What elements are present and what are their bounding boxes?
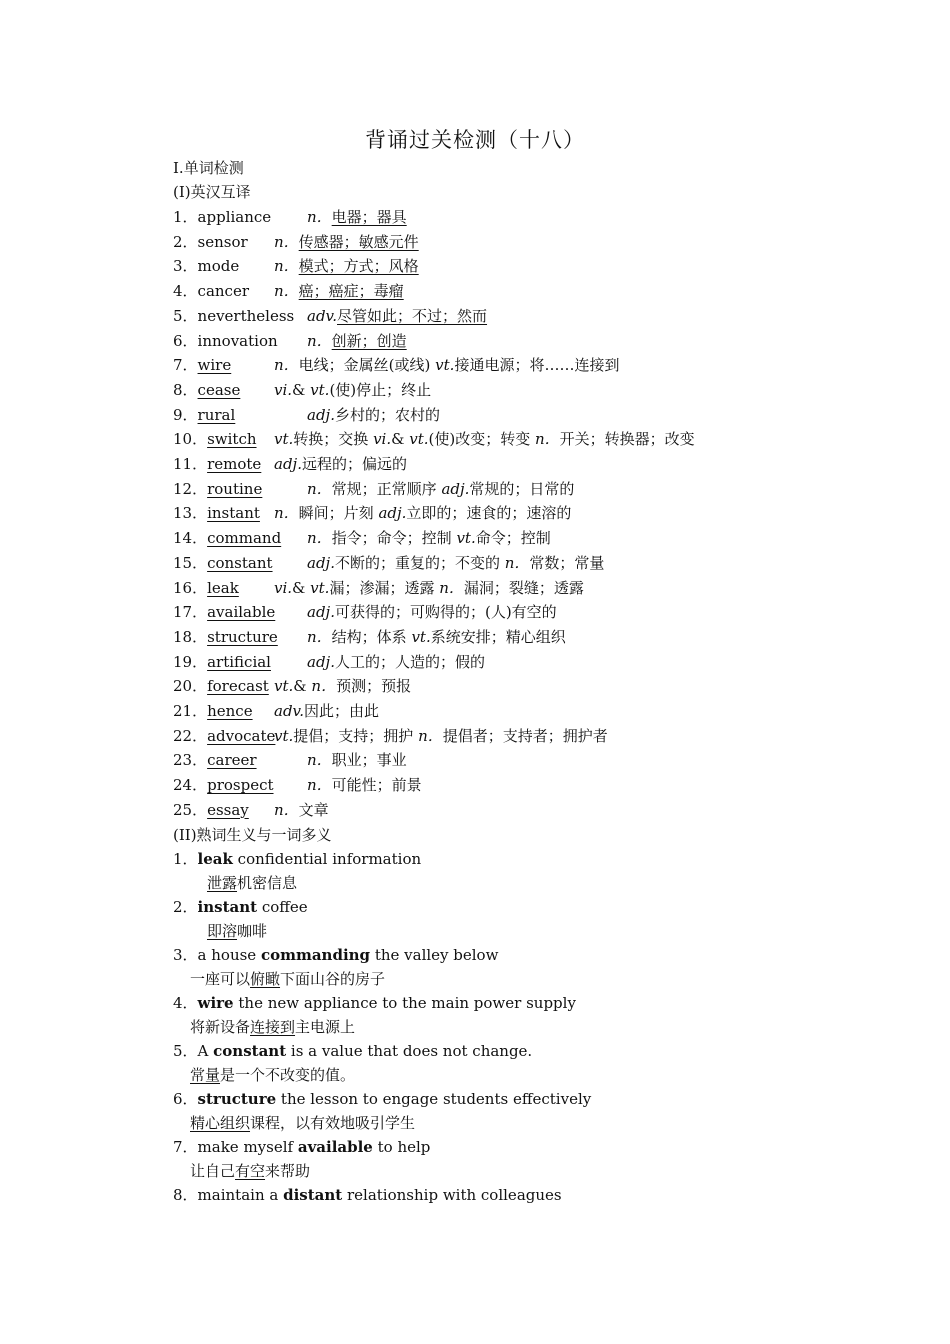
part-of-speech: n． [274, 232, 299, 251]
answer-blank: 连接到 [250, 1018, 296, 1036]
translation-text: 是一个不改变的值。 [220, 1066, 356, 1084]
part-of-speech: vt. [310, 578, 330, 597]
definition-text: 接通电源；将……连接到 [454, 356, 620, 375]
part-of-speech: n． [274, 356, 299, 375]
subsection-heading-1: (I)英汉互译 [173, 183, 251, 201]
vocab-definition [307, 478, 574, 500]
phrase-translation [190, 968, 385, 990]
vocab-definition [274, 379, 431, 401]
vocab-word: switch [207, 430, 257, 449]
vocab-word: career [207, 751, 257, 770]
vocab-item [173, 379, 873, 401]
vocab-definition [274, 502, 571, 524]
answer-blank: 常量 [190, 1066, 221, 1084]
vocab-word: nevertheless [197, 306, 295, 325]
vocab-definition [307, 552, 604, 574]
definition-text: 漏；渗漏；透露 [329, 578, 440, 597]
page-title: 背诵过关检测（十八） [365, 128, 585, 152]
vocab-word: mode [197, 257, 240, 276]
vocab-item [173, 354, 873, 376]
vocab-definition [307, 527, 551, 549]
phrase-text: make myself [197, 1138, 298, 1156]
vocab-item [173, 478, 873, 500]
phrase-number: 3． [173, 946, 198, 964]
phrase-english [173, 1040, 532, 1062]
phrase-number: 5． [173, 1042, 198, 1060]
part-of-speech: n． [307, 776, 332, 795]
vocab-item [173, 527, 873, 549]
vocab-item [173, 305, 873, 327]
vocab-definition [274, 675, 411, 697]
part-of-speech: n． [418, 726, 443, 745]
definition-text: & [292, 380, 311, 399]
vocab-number: 19． [173, 652, 208, 671]
definition-text: 职业；事业 [331, 751, 407, 770]
vocab-item [173, 330, 873, 352]
translation-text: 让自己 [190, 1162, 236, 1180]
vocab-number: 24． [173, 776, 208, 795]
definition-text: 传感器；敏感元件 [298, 232, 419, 251]
vocab-number: 18． [173, 627, 208, 646]
part-of-speech: n． [307, 208, 332, 226]
definition-text: 转换；交换 [293, 430, 374, 449]
vocab-word: hence [207, 702, 253, 720]
part-of-speech: vt. [435, 356, 455, 375]
definition-text: 乡村的；农村的 [334, 405, 440, 424]
definition-text: 尽管如此；不过；然而 [337, 306, 488, 325]
part-of-speech: vt. [310, 380, 330, 399]
definition-text: 常数；常量 [529, 553, 605, 572]
definition-text: 文章 [298, 800, 329, 819]
vocab-definition [274, 280, 404, 302]
vocab-number: 14． [173, 529, 208, 548]
key-word: leak [197, 850, 233, 868]
vocab-word: forecast [207, 677, 269, 696]
phrase-text: the lesson to engage students effectively [276, 1090, 592, 1108]
vocab-word: essay [207, 800, 249, 819]
part-of-speech: adj. [307, 553, 335, 572]
answer-blank: 精心组织 [190, 1114, 251, 1132]
translation-text: 一座可以 [190, 970, 251, 988]
part-of-speech: n． [274, 257, 299, 276]
definition-text: & [292, 578, 311, 597]
phrase-english [173, 992, 576, 1014]
vocab-number: 6． [173, 331, 198, 350]
phrase-number: 4． [173, 994, 198, 1012]
definition-text: 系统安排；精心组织 [430, 627, 566, 646]
vocab-item [173, 428, 873, 450]
key-word: available [297, 1138, 373, 1156]
phrase-english [173, 896, 308, 918]
phrase-translation [207, 920, 267, 942]
definition-text: 瞬间；片刻 [298, 504, 379, 523]
vocab-word: constant [207, 553, 273, 572]
vocab-word: rural [197, 405, 236, 424]
part-of-speech: n． [274, 504, 299, 523]
part-of-speech: n． [535, 430, 560, 449]
vocab-definition [307, 774, 422, 796]
phrase-number: 2． [173, 898, 198, 916]
vocab-number: 11． [173, 455, 208, 473]
part-of-speech: vt. [409, 430, 429, 449]
vocab-word: cancer [197, 282, 249, 301]
phrase-number: 6． [173, 1090, 198, 1108]
vocab-definition [307, 626, 566, 648]
vocab-item [173, 774, 873, 796]
definition-text: 远程的；偏远的 [301, 455, 407, 473]
part-of-speech: vt. [456, 529, 476, 548]
definition-text: 癌；癌症；毒瘤 [298, 282, 404, 301]
part-of-speech: vt. [411, 627, 431, 646]
phrase-english [173, 848, 421, 870]
vocab-definition [274, 577, 584, 599]
phrase-translation [190, 1160, 310, 1182]
definition-text: 指令；命令；控制 [331, 529, 457, 548]
answer-blank: 有空 [235, 1162, 266, 1180]
vocab-word: structure [207, 627, 278, 646]
vocab-item [173, 626, 873, 648]
definition-text: 常规；正常顺序 [331, 479, 442, 498]
phrase-text: coffee [257, 898, 308, 916]
vocab-item [173, 280, 873, 302]
key-word: commanding [260, 946, 371, 964]
definition-text: 人工的；人造的；假的 [334, 652, 485, 671]
vocab-definition [307, 749, 407, 771]
vocab-item [173, 502, 873, 524]
part-of-speech: n． [307, 751, 332, 770]
vocab-number: 16． [173, 578, 208, 597]
vocab-number: 25． [173, 800, 208, 819]
phrase-text: relationship with colleagues [342, 1186, 562, 1204]
vocab-number: 10． [173, 430, 208, 449]
translation-text: 主电源上 [295, 1018, 356, 1036]
vocab-item [173, 749, 873, 771]
vocab-word: advocate [207, 726, 276, 745]
phrase-number: 7． [173, 1138, 198, 1156]
part-of-speech: adj. [307, 405, 335, 424]
definition-text: 模式；方式；风格 [298, 257, 419, 276]
vocab-word: routine [207, 479, 263, 498]
part-of-speech: adj. [307, 652, 335, 671]
phrase-text: is a value that does not change. [286, 1042, 533, 1060]
vocab-definition [274, 725, 608, 747]
phrase-number: 1． [173, 850, 198, 868]
part-of-speech: n． [504, 553, 530, 572]
vocab-word: prospect [207, 776, 274, 795]
translation-text: 课程，以有效地吸引学生 [250, 1114, 416, 1132]
vocab-item [173, 725, 873, 747]
translation-text: 机密信息 [237, 874, 298, 892]
vocab-item [173, 675, 873, 697]
part-of-speech: adv. [274, 702, 305, 720]
vocab-item [173, 700, 873, 722]
definition-text: (使)改变；转变 [428, 430, 535, 449]
vocab-definition [307, 601, 557, 623]
definition-text: 因此；由此 [304, 702, 380, 720]
definition-text: (使)停止；终止 [329, 380, 432, 399]
part-of-speech: n． [311, 677, 337, 696]
part-of-speech: n． [274, 800, 299, 819]
phrase-text: the valley below [370, 946, 499, 964]
part-of-speech: vt. [274, 677, 294, 696]
definition-text: 结构；体系 [331, 627, 412, 646]
key-word: structure [197, 1090, 277, 1108]
translation-text: 将新设备 [190, 1018, 251, 1036]
definition-text: 可获得的；可购得的；(人)有空的 [334, 603, 557, 622]
vocab-number: 8． [173, 380, 198, 399]
vocab-number: 13． [173, 504, 208, 523]
part-of-speech: adj. [441, 479, 470, 498]
subsection-heading-2: (II)熟词生义与一词多义 [173, 825, 332, 844]
part-of-speech: adj. [378, 504, 407, 523]
definition-text: & [391, 430, 410, 449]
vocab-definition [274, 354, 619, 376]
definition-text: 漏洞；裂缝；透露 [463, 578, 584, 597]
vocab-definition [274, 700, 379, 722]
vocab-item [173, 799, 873, 821]
vocab-definition [307, 404, 440, 426]
vocab-number: 22． [173, 726, 208, 745]
vocab-definition [274, 453, 407, 475]
definition-text: 预测；预报 [336, 677, 412, 696]
vocab-number: 7． [173, 356, 198, 375]
definition-text: 不断的；重复的；不变的 [334, 553, 505, 572]
definition-text: 命令；控制 [475, 529, 551, 548]
vocab-definition [274, 255, 419, 277]
part-of-speech: n． [274, 282, 299, 301]
definition-text: 电器；器具 [331, 208, 407, 226]
vocab-word: artificial [207, 652, 271, 671]
part-of-speech: n． [439, 578, 464, 597]
vocab-definition [307, 651, 485, 673]
part-of-speech: vi. [274, 380, 293, 399]
phrase-english [173, 944, 498, 966]
vocab-number: 3． [173, 257, 198, 276]
section-heading: I.单词检测 [173, 159, 244, 177]
definition-text: 提倡；支持；拥护 [293, 726, 419, 745]
vocab-number: 4． [173, 282, 198, 301]
vocab-number: 23． [173, 751, 208, 770]
definition-text: 电线；金属丝(或线) [298, 356, 436, 375]
phrase-text: the new appliance to the main power supply [233, 994, 576, 1012]
part-of-speech: vi. [274, 578, 293, 597]
vocab-word: command [207, 529, 282, 548]
translation-text: 来帮助 [265, 1162, 311, 1180]
phrase-text: A [197, 1042, 214, 1060]
key-word: wire [197, 994, 234, 1012]
definition-text: 提倡者；支持者；拥护者 [442, 726, 608, 745]
vocab-number: 17． [173, 603, 208, 622]
vocab-definition [307, 206, 407, 228]
part-of-speech: vt. [274, 430, 294, 449]
vocab-word: instant [207, 504, 260, 523]
vocab-definition [307, 330, 407, 352]
vocab-number: 15． [173, 553, 208, 572]
answer-blank: 泄露 [207, 874, 238, 892]
phrase-text: maintain a [197, 1186, 284, 1204]
part-of-speech: vt. [274, 726, 294, 745]
vocab-number: 5． [173, 306, 198, 325]
vocab-word: wire [197, 356, 232, 375]
translation-text: 咖啡 [237, 922, 268, 940]
vocab-word: leak [207, 578, 239, 597]
phrase-text: a house [197, 946, 261, 964]
vocab-item [173, 577, 873, 599]
definition-text: 可能性；前景 [331, 776, 422, 795]
vocab-item [173, 601, 873, 623]
phrase-english [173, 1088, 591, 1110]
vocab-word: remote [207, 455, 262, 473]
phrase-translation [190, 1016, 355, 1038]
vocab-item [173, 206, 873, 228]
vocab-item [173, 404, 873, 426]
phrase-english [173, 1136, 430, 1158]
vocab-word: innovation [197, 331, 278, 350]
vocab-word: appliance [197, 208, 272, 226]
key-word: constant [213, 1042, 287, 1060]
part-of-speech: adj. [307, 603, 335, 622]
phrase-translation [207, 872, 297, 894]
vocab-definition [274, 799, 329, 821]
translation-text: 下面山谷的房子 [280, 970, 386, 988]
answer-blank: 即溶 [207, 922, 238, 940]
vocab-definition [274, 428, 695, 450]
part-of-speech: adj. [274, 455, 302, 473]
phrase-text: to help [372, 1138, 431, 1156]
vocab-definition [307, 305, 487, 327]
definition-text: 开关；转换器；改变 [559, 430, 695, 449]
vocab-item [173, 231, 873, 253]
vocab-item [173, 255, 873, 277]
vocab-word: sensor [197, 232, 248, 251]
part-of-speech: n． [307, 331, 332, 350]
vocab-number: 21． [173, 702, 208, 720]
vocab-word: available [207, 603, 276, 622]
answer-blank: 俯瞰 [250, 970, 281, 988]
phrase-translation [190, 1112, 415, 1134]
part-of-speech: adv. [307, 306, 338, 325]
vocab-number: 2． [173, 232, 198, 251]
vocab-number: 1． [173, 208, 198, 226]
vocab-item [173, 453, 873, 475]
vocab-item [173, 651, 873, 673]
definition-text: 创新；创造 [331, 331, 407, 350]
vocab-number: 20． [173, 677, 208, 696]
definition-text: 立即的；速食的；速溶的 [406, 504, 572, 523]
part-of-speech: n． [307, 529, 332, 548]
definition-text: 常规的；日常的 [469, 479, 575, 498]
phrase-translation [190, 1064, 355, 1086]
vocab-item [173, 552, 873, 574]
part-of-speech: n． [307, 627, 332, 646]
key-word: distant [283, 1186, 343, 1204]
part-of-speech: n． [307, 479, 332, 498]
phrase-text: confidential information [232, 850, 422, 868]
phrase-english [173, 1184, 562, 1206]
phrase-number: 8． [173, 1186, 198, 1204]
vocab-word: cease [197, 380, 241, 399]
vocab-number: 12． [173, 479, 208, 498]
key-word: instant [197, 898, 258, 916]
definition-text: & [293, 677, 312, 696]
part-of-speech: vi. [373, 430, 392, 449]
vocab-definition [274, 231, 419, 253]
vocab-number: 9． [173, 405, 198, 424]
